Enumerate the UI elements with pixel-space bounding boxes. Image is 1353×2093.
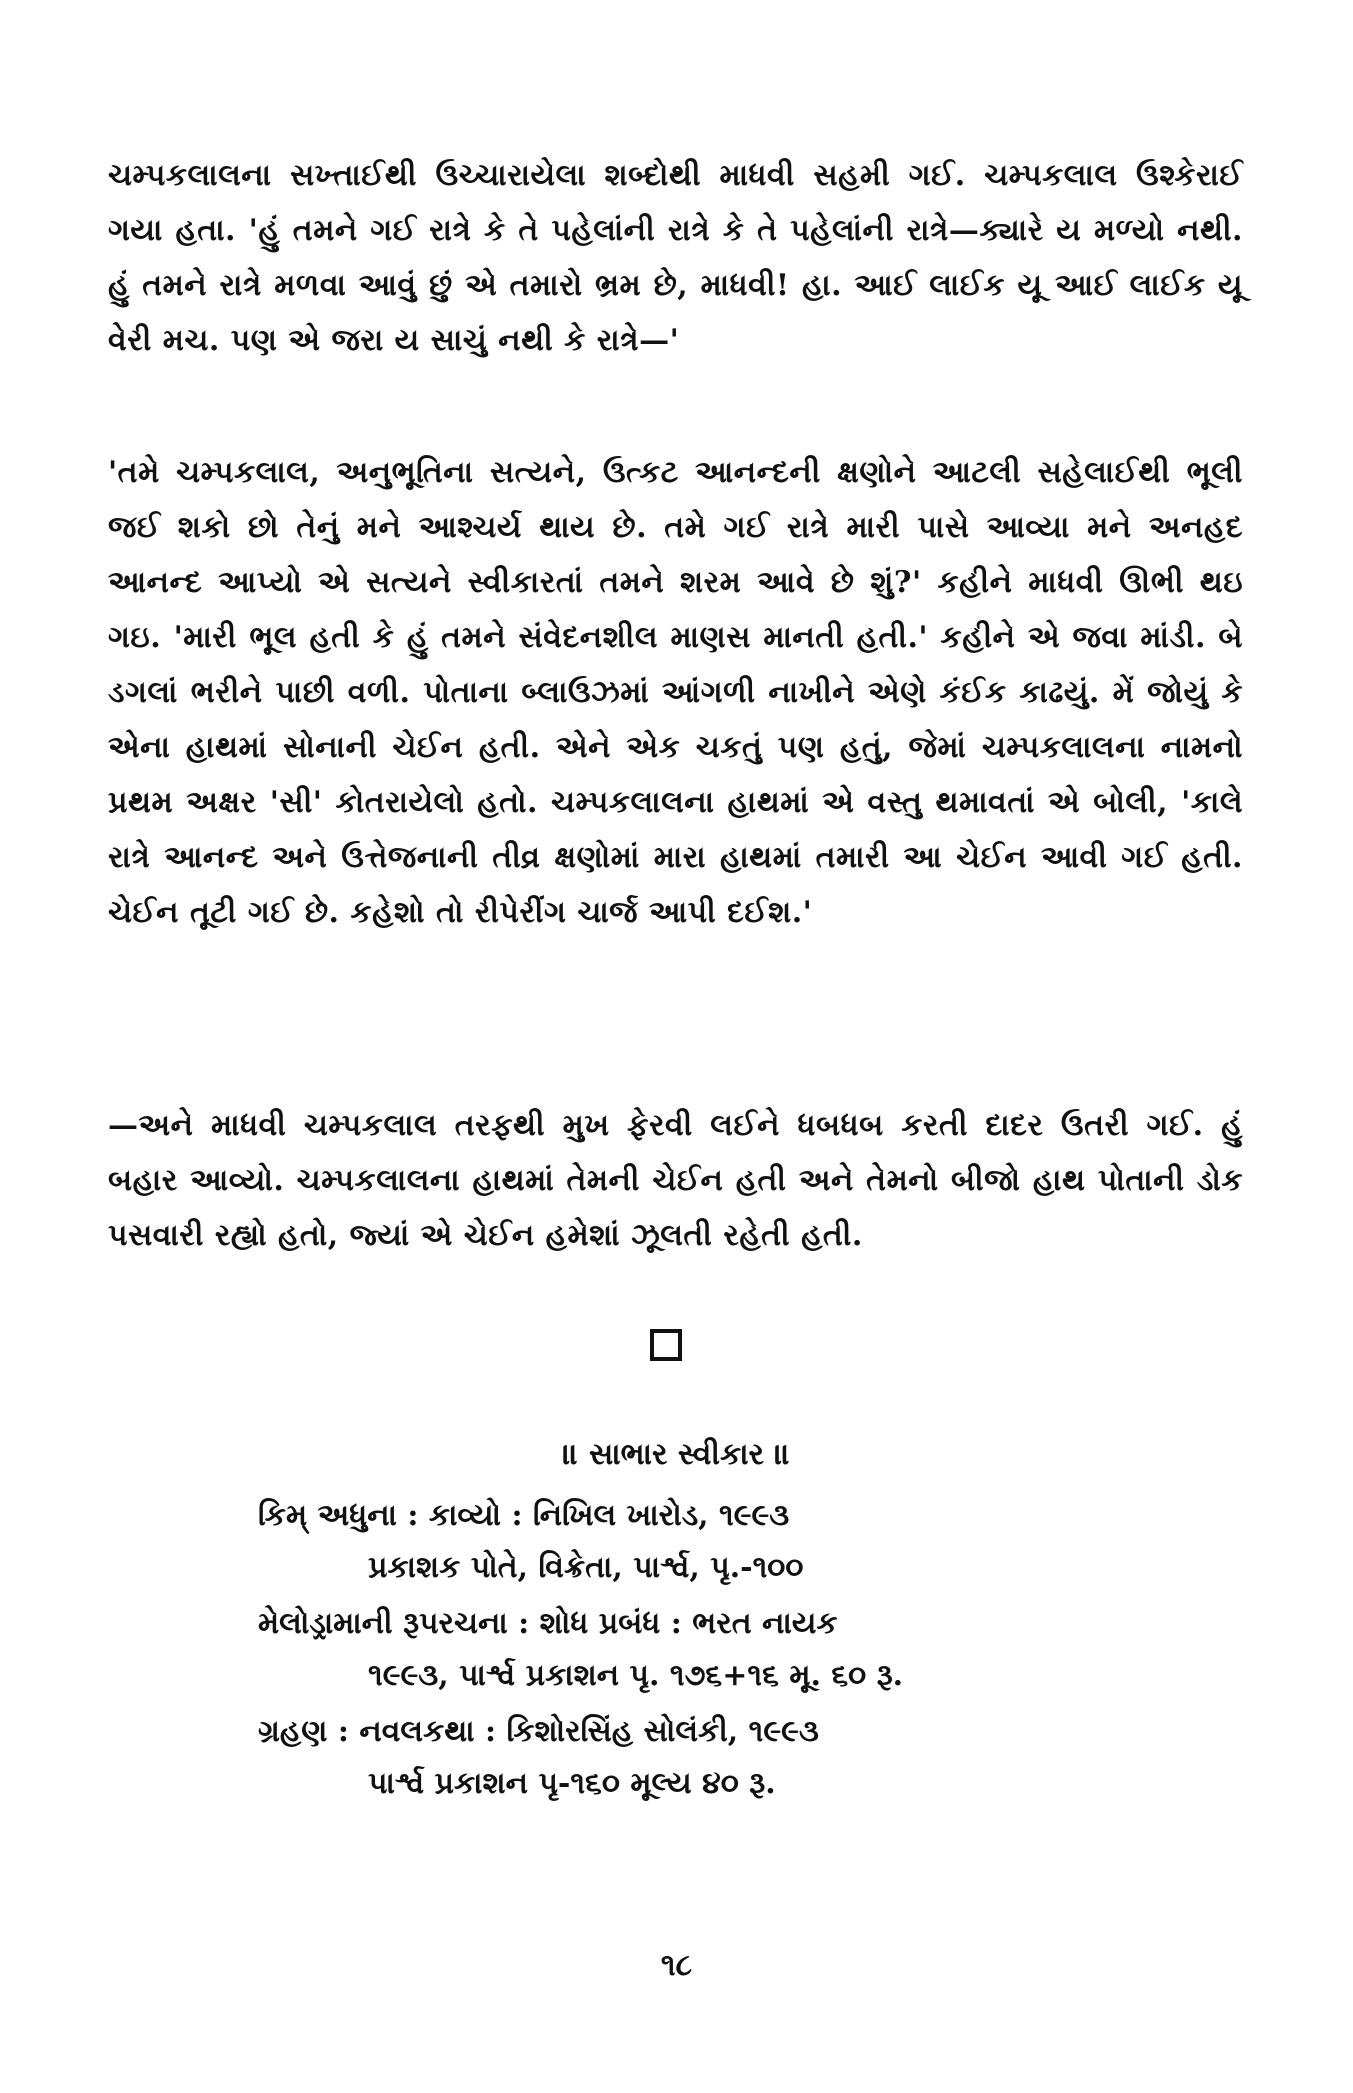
body-paragraph: 'તમે ચમ્પકલાલ, અનુભૂતિના સત્યને, ઉત્કટ આનન્દની ક્ષણોને આટલી સહેલાઈથી ભૂલી જઈ શકો છો તેનું મને આશ્ચર્ય થાય છે. તમે ગઈ રાત્રે મારી પાસે આવ્યા મને અનહદ આનન્દ આપ્યો એ સત્યને સ્વીકારતાં તમને શરમ આવે છે શું?' કહીને માધવી ઊભી થઇ ગઇ. 'મારી ભૂલ હતી કે હું તમને સંવેદનશીલ માણસ માનતી હતી.' કહીને એ જવા માંડી. બે ડગલાં ભરીને પાછી વળી. પોતાના બ્લાઉઝમાં આંગળી નાખીને એણે કંઈક કાઢયું. મેં જોયું કે એના હાથમાં સોનાની ચેઈન હતી. એને એક ચકતું પણ હતું, જેમાં ચમ્પકલાલના નામનો પ્રથમ અક્ષર 'સી' કોતરાયેલો હતો. ચમ્પકલાલના હાથમાં એ વસ્તુ થમાવતાં એ બોલી, 'કાલે રાત્રે આનન્દ અને ઉત્તેજનાની તીવ્ર ક્ષણોમાં મારા હાથમાં તમારી આ ચેઈન આવી ગઈ હતી. ચેઈન તૂટી ગઈ છે. કહેશો તો રીપેરીંગ ચાર્જ આપી દઈશ.': [108, 455, 1243, 930]
acknowledgement-entry: [258, 1490, 803, 1594]
acknowledgement-title-line: મેલોડ્રામાની રૂપરચના : શોધ પ્રબંધ : ભરત નાયક: [258, 1606, 838, 1641]
acknowledgement-entry: [258, 1706, 819, 1810]
acknowledgement-title-line: કિમ્ અધુના : કાવ્યો : નિખિલ ખારોડ, ૧૯૯૩: [258, 1498, 790, 1533]
body-paragraph: ચમ્પકલાલના સખ્તાઈથી ઉચ્ચારાયેલા શબ્દોથી માધવી સહમી ગઈ. ચમ્પકલાલ ઉશ્કેરાઈ ગયા હતા. 'હું તમને ગઈ રાત્રે કે તે પહેલાંની રાત્રે કે તે પહેલાંની રાત્રે—ક્યારે ય મળ્યો નથી. હું તમને રાત્રે મળવા આવું છું એ તમારો ભ્રમ છે, માધવી! હા. આઈ લાઈક યૂ આઈ લાઈક યૂ વેરી મચ. પણ એ જરા ય સાચું નથી કે રાત્રે—': [108, 158, 1243, 358]
acknowledgement-details-line: ૧૯૯૩, પાર્શ્વ પ્રકાશન પૃ. ૧૭૬+૧૬ મૂ. ૬૦ રૂ.: [368, 1658, 904, 1693]
acknowledgement-entry: [258, 1598, 903, 1702]
acknowledgement-details-line: પ્રકાશક પોતે, વિક્રેતા, પાર્શ્વ, પૃ.-૧૦૦: [368, 1550, 804, 1585]
section-end-square-icon: [650, 1329, 682, 1361]
acknowledgements-heading: ॥ સાભાર સ્વીકાર ॥: [562, 1437, 791, 1472]
page-number: ૧૮: [660, 1948, 693, 1983]
acknowledgement-title-line: ગ્રહણ : નવલકથા : કિશોરસિંહ સોલંકી, ૧૯૯૩: [258, 1714, 819, 1749]
acknowledgement-details-line: પાર્શ્વ પ્રકાશન પૃ-૧૬૦ મૂલ્ય ૪૦ રૂ.: [368, 1766, 776, 1801]
body-paragraph: —અને માધવી ચમ્પકલાલ તરફથી મુખ ફેરવી લઈને ધબધબ કરતી દાદર ઉતરી ગઈ. હું બહાર આવ્યો. ચમ્પકલાલના હાથમાં તેમની ચેઈન હતી અને તેમનો બીજો હાથ પોતાની ડોક પસવારી રહ્યો હતો, જ્યાં એ ચેઈન હમેશાં ઝૂલતી રહેતી હતી.: [108, 1108, 1243, 1253]
